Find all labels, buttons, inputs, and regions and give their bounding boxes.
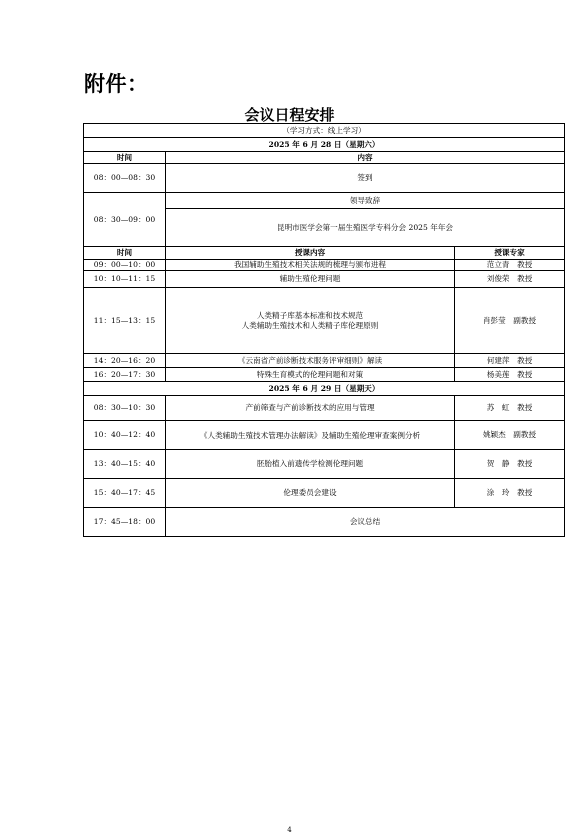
row-time: 08：00—08：30	[84, 164, 166, 193]
course-expert: 刘俊荣 教授	[455, 271, 565, 288]
course-header-content: 授课内容	[166, 247, 455, 260]
course-content: 《人类辅助生殖技术管理办法解读》及辅助生殖伦理审查案例分析	[166, 421, 455, 450]
study-mode: （学习方式：线上学习）	[84, 124, 565, 138]
course-time: 08：30—10：30	[84, 396, 166, 421]
course-expert: 范立青 教授	[455, 260, 565, 271]
course-header-expert: 授课专家	[455, 247, 565, 260]
schedule-table	[83, 123, 565, 537]
course-expert: 何建萍 教授	[455, 354, 565, 368]
row-content: 签到	[166, 164, 565, 193]
row-content: 昆明市医学会第一届生殖医学专科分会 2025 年年会	[166, 209, 565, 247]
course-time: 10：40—12：40	[84, 421, 166, 450]
course-content: 胚胎植入前遗传学检测伦理问题	[166, 450, 455, 479]
course-time: 16：20—17：30	[84, 368, 166, 382]
row-time: 08：30—09：00	[84, 193, 166, 247]
attachment-label: 附件：	[84, 72, 149, 96]
course-expert: 苏 虹 教授	[455, 396, 565, 421]
course-content: 我国辅助生殖技术相关法规的梳理与颁布进程	[166, 260, 455, 271]
course-header-time: 时间	[84, 247, 166, 260]
page-title: 会议日程安排	[244, 106, 335, 124]
course-content: 伦理委员会建设	[166, 479, 455, 508]
course-expert: 肖彭莹 副教授	[455, 288, 565, 354]
course-content: 会议总结	[166, 508, 565, 537]
course-time: 13：40—15：40	[84, 450, 166, 479]
course-content: 辅助生殖伦理问题	[166, 271, 455, 288]
course-time: 10：10—11：15	[84, 271, 166, 288]
header-time: 时间	[84, 152, 166, 164]
course-expert: 杨美莲 教授	[455, 368, 565, 382]
header-content: 内容	[166, 152, 565, 164]
course-expert: 姚颖杰 副教授	[455, 421, 565, 450]
course-content-line: 人类辅助生殖技术和人类精子库伦理原则	[241, 320, 379, 330]
course-content: 《云南省产前诊断技术服务评审细则》解读	[166, 354, 455, 368]
course-content: 产前筛查与产前诊断技术的应用与管理	[166, 396, 455, 421]
row-content: 领导致辞	[166, 193, 565, 209]
course-content: 特殊生育模式的伦理问题和对策	[166, 368, 455, 382]
course-time: 17：45—18：00	[84, 508, 166, 537]
course-expert: 涂 玲 教授	[455, 479, 565, 508]
course-content-line: 人类精子库基本标准和技术规范	[256, 310, 364, 320]
course-time: 15：40—17：45	[84, 479, 166, 508]
course-time: 11：15—13：15	[84, 288, 166, 354]
course-time: 09：00—10：00	[84, 260, 166, 271]
course-expert: 贺 静 教授	[455, 450, 565, 479]
day1-date: 2025 年 6 月 28 日（星期六）	[84, 138, 565, 152]
day2-date: 2025 年 6 月 29 日（星期天）	[84, 382, 565, 396]
page-number: 4	[287, 826, 292, 834]
course-content	[166, 288, 455, 354]
course-time: 14：20—16：20	[84, 354, 166, 368]
